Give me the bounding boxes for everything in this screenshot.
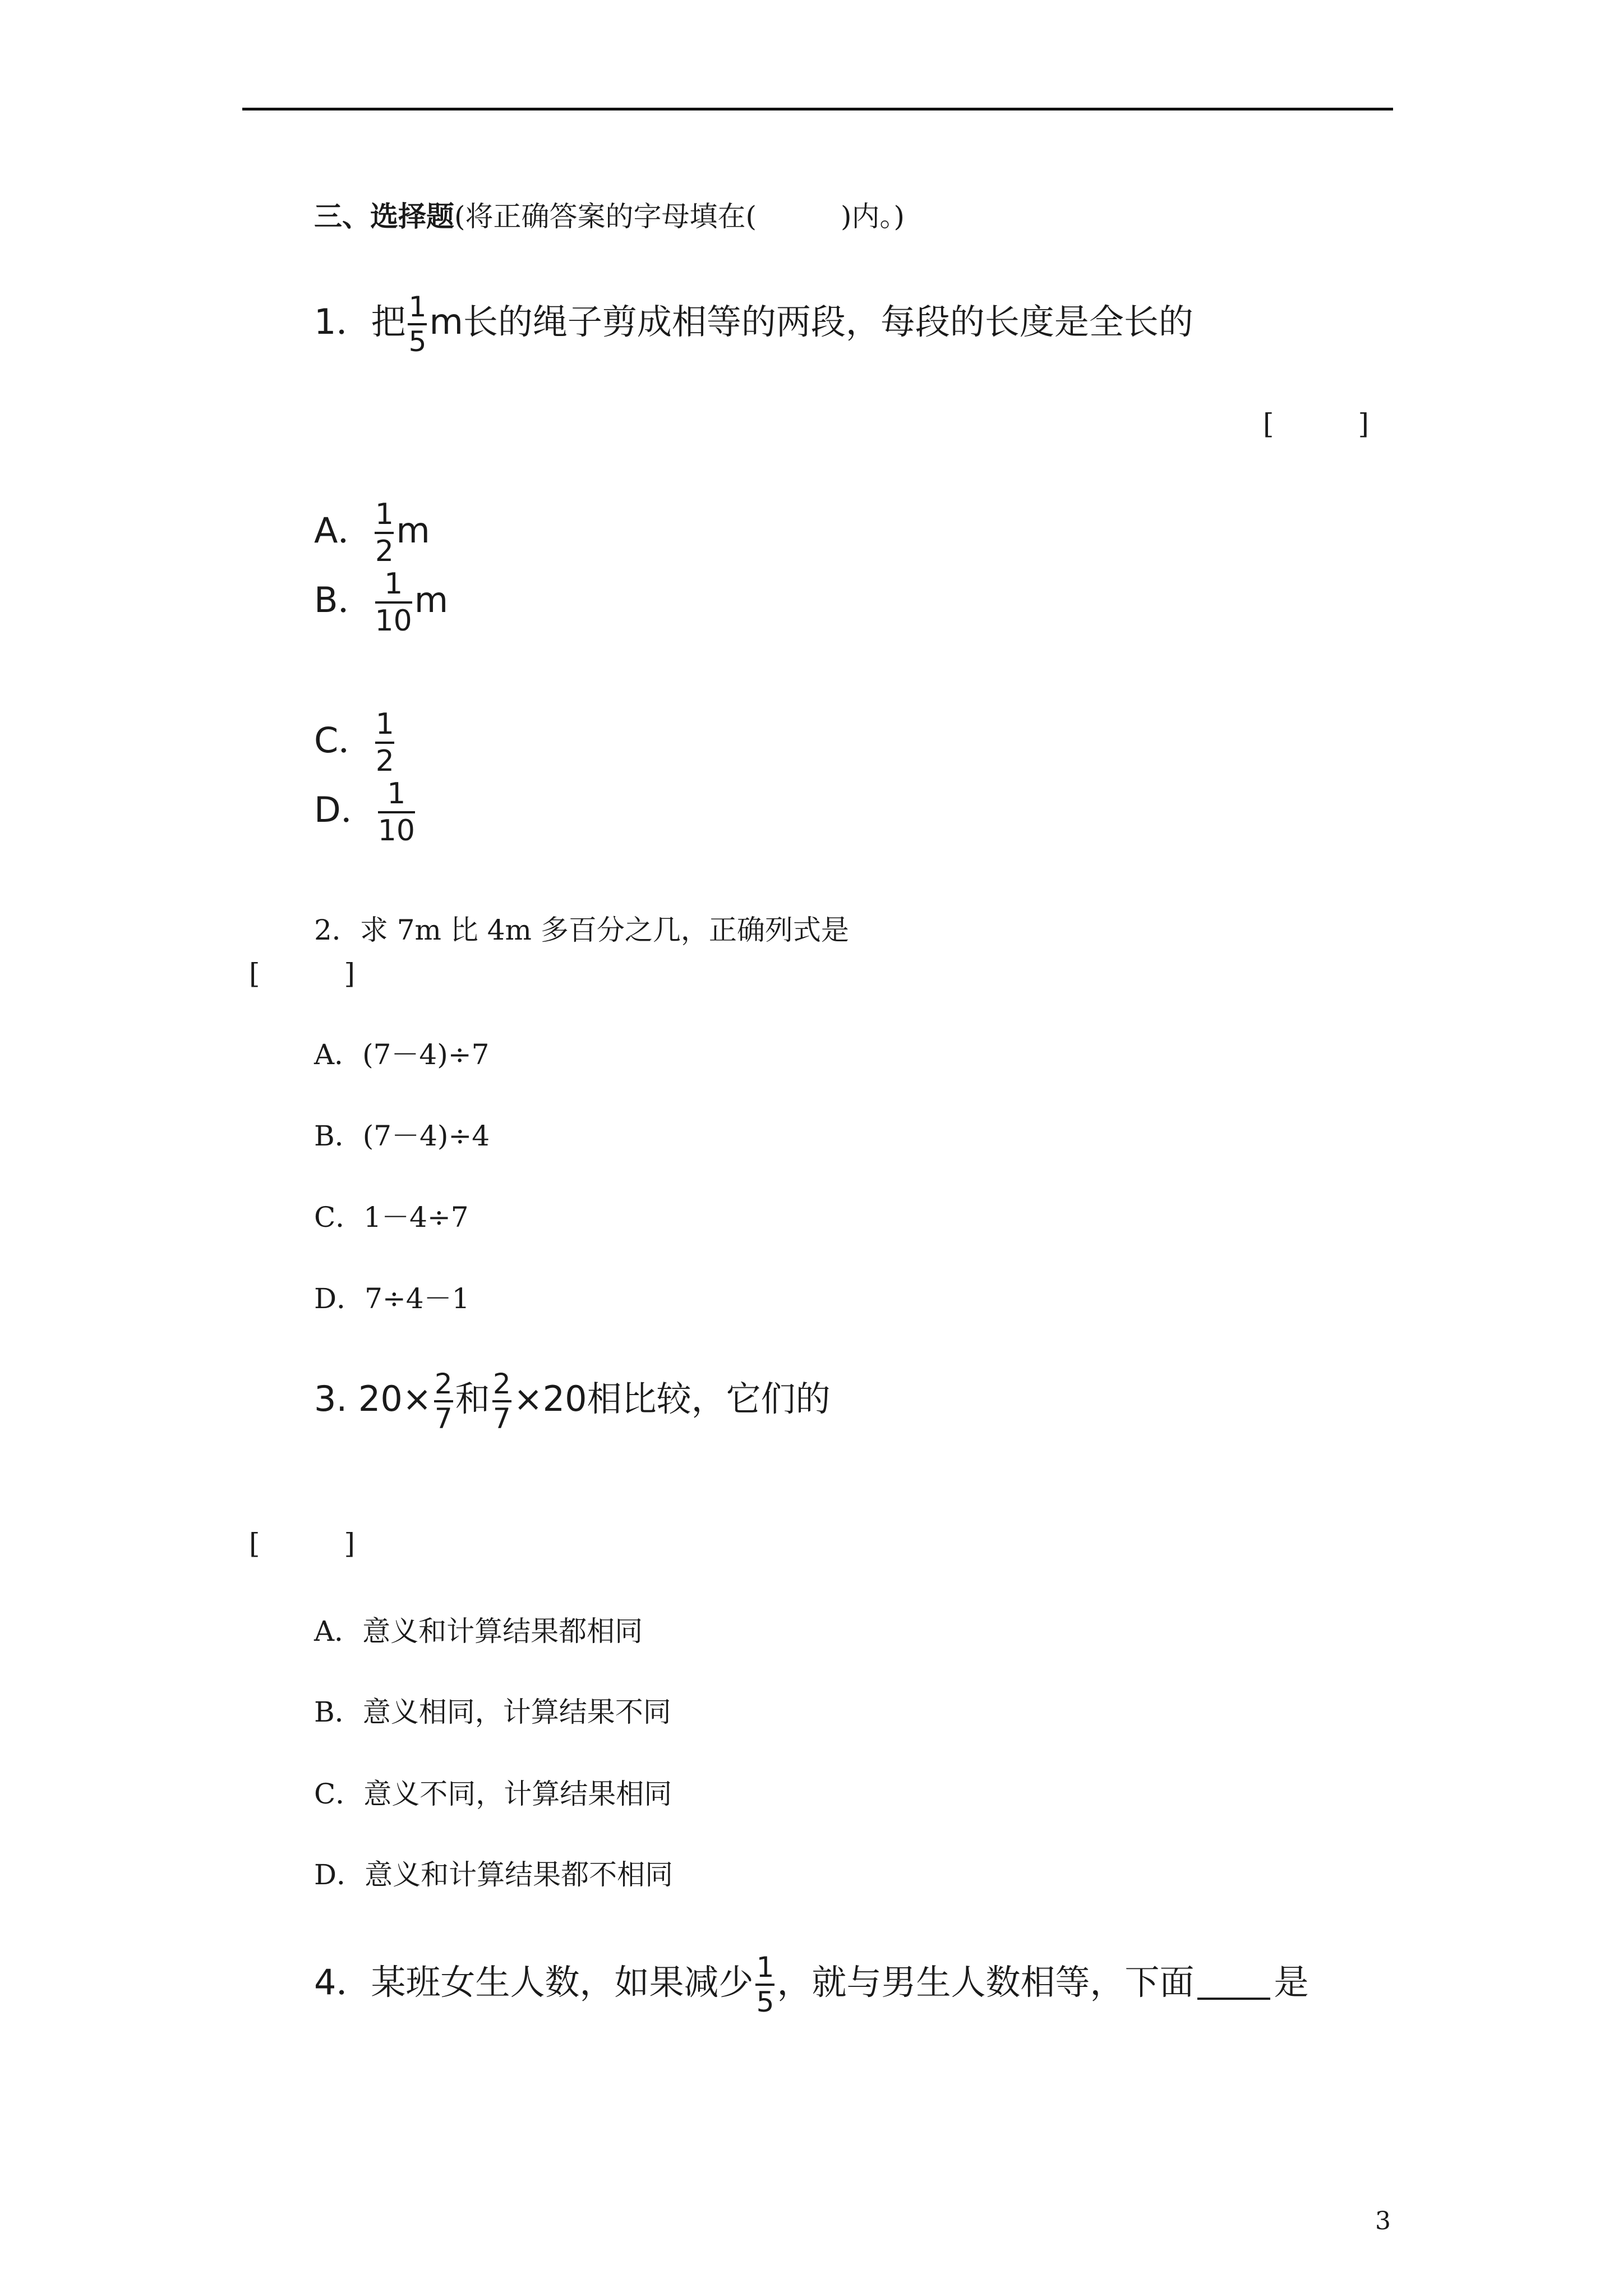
section-heading	[314, 200, 905, 233]
page-number: 3	[1375, 2207, 1391, 2235]
option-a[interactable]: A．(7－4)÷7	[314, 1038, 490, 1071]
option-c[interactable]: C．意义不同，计算结果相同	[314, 1778, 672, 1810]
fraction: $\frac{1}{5}$	[408, 291, 427, 358]
header-rule	[242, 108, 1393, 111]
option-a[interactable]: A．意义和计算结果都相同	[314, 1615, 643, 1648]
option-a[interactable]: A． $\frac{1}{2}$ m	[314, 498, 430, 568]
option-d[interactable]: D． $\frac{1}{10}$	[314, 777, 415, 848]
option-b[interactable]: B．(7－4)÷4	[314, 1120, 490, 1152]
fraction: $\frac{1}{10}$	[375, 567, 412, 638]
question-4-stem: 4．某班女生人数，如果减少 $\frac{1}{5}$ ，就与男生人数相等，下面 是	[314, 1951, 1309, 2018]
answer-bracket[interactable]: [ ]	[249, 958, 356, 990]
section-title: 三、选择题	[314, 200, 454, 233]
answer-bracket[interactable]: [ ]	[249, 1527, 356, 1560]
option-d[interactable]: D．7÷4－1	[314, 1282, 470, 1315]
fraction: $\frac{2}{7}$	[434, 1368, 453, 1435]
option-b[interactable]: B．意义相同，计算结果不同	[314, 1696, 671, 1728]
option-d[interactable]: D．意义和计算结果都不相同	[314, 1858, 674, 1891]
option-b[interactable]: B． $\frac{1}{10}$ m	[314, 567, 449, 638]
fill-blank[interactable]	[1197, 1970, 1270, 2000]
answer-bracket[interactable]: [ ]	[1263, 408, 1370, 440]
fraction: $\frac{1}{10}$	[377, 777, 415, 848]
fraction: $\frac{1}{5}$	[756, 1951, 774, 2018]
fraction: $\frac{1}{2}$	[375, 707, 394, 778]
question-3-stem: 3. 20× $\frac{2}{7}$ 和 $\frac{2}{7}$ ×20相比较，它们的	[314, 1368, 831, 1435]
section-instruction: (将正确答案的字母填在( )内。)	[454, 200, 905, 233]
option-c[interactable]: C． $\frac{1}{2}$	[314, 707, 394, 778]
question-2-stem: 2．求 7m 比 4m 多百分之几，正确列式是	[314, 914, 849, 946]
fraction: $\frac{2}{7}$	[492, 1368, 511, 1435]
question-number: 1．	[314, 301, 371, 343]
option-c[interactable]: C．1－4÷7	[314, 1201, 469, 1234]
fraction: $\frac{1}{2}$	[375, 498, 394, 568]
question-1-stem: 1．把 $\frac{1}{5}$ m长的绳子剪成相等的两段，每段的长度是全长的	[314, 291, 1193, 358]
